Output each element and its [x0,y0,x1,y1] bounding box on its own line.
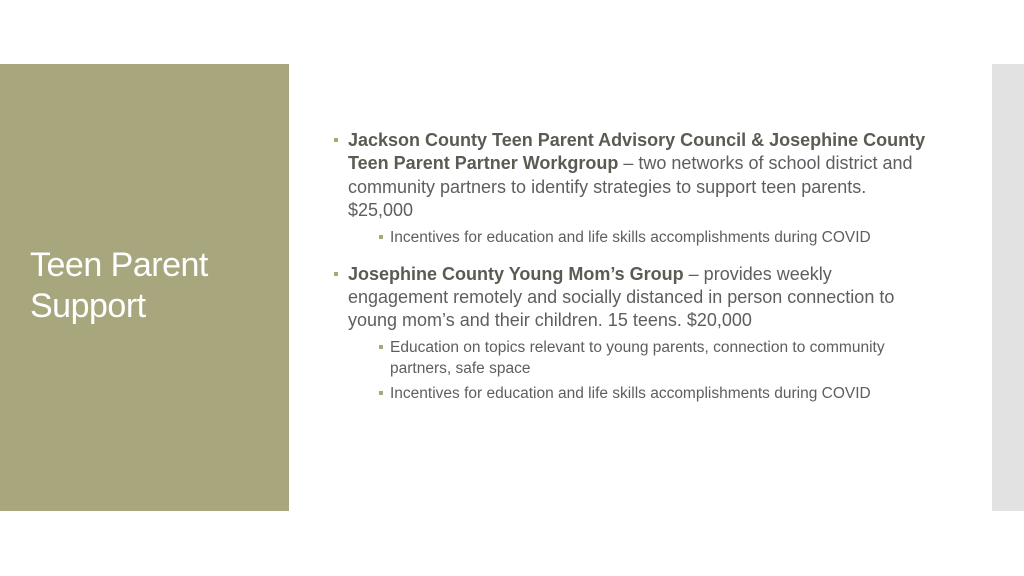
sub-bullet-marker-icon [379,235,383,239]
sub-bullet-text: Education on topics relevant to young parents, connection to community partners, safe space [390,338,885,377]
bullet-text: – two networks of school district and community partners to identify strategies to support teen parents. $25,000 [348,153,913,221]
bullet-heading: Jackson County Teen Parent Advisory Council & Josephine County Teen Parent Partner Workgroup [348,130,926,174]
slide-title [30,245,280,327]
bullet-item [334,129,934,248]
content-area [334,129,934,419]
bullet-text: – provides weekly engagement remotely and socially distanced in person connection to young mom’s and their children. 15 teens. $20,000 [348,263,895,331]
sub-bullet-item [348,383,934,404]
slide-title-line-1: Teen Parent [30,246,208,284]
bullet-item [334,263,934,404]
bullet-marker-icon [334,138,338,142]
right-accent-strip [992,64,1024,511]
sub-bullet-text: Incentives for education and life skills accomplishments during COVID [390,228,871,246]
sub-bullet-item [348,337,934,379]
sub-bullet-marker-icon [379,391,383,395]
bullet-marker-icon [334,272,338,276]
sub-bullet-text: Incentives for education and life skills accomplishments during COVID [390,384,871,402]
slide-title-line-2: Support [30,287,146,325]
bullet-heading: Josephine County Young Mom’s Group [348,263,684,284]
sub-bullet-marker-icon [379,345,383,349]
sub-bullet-item [348,227,934,248]
